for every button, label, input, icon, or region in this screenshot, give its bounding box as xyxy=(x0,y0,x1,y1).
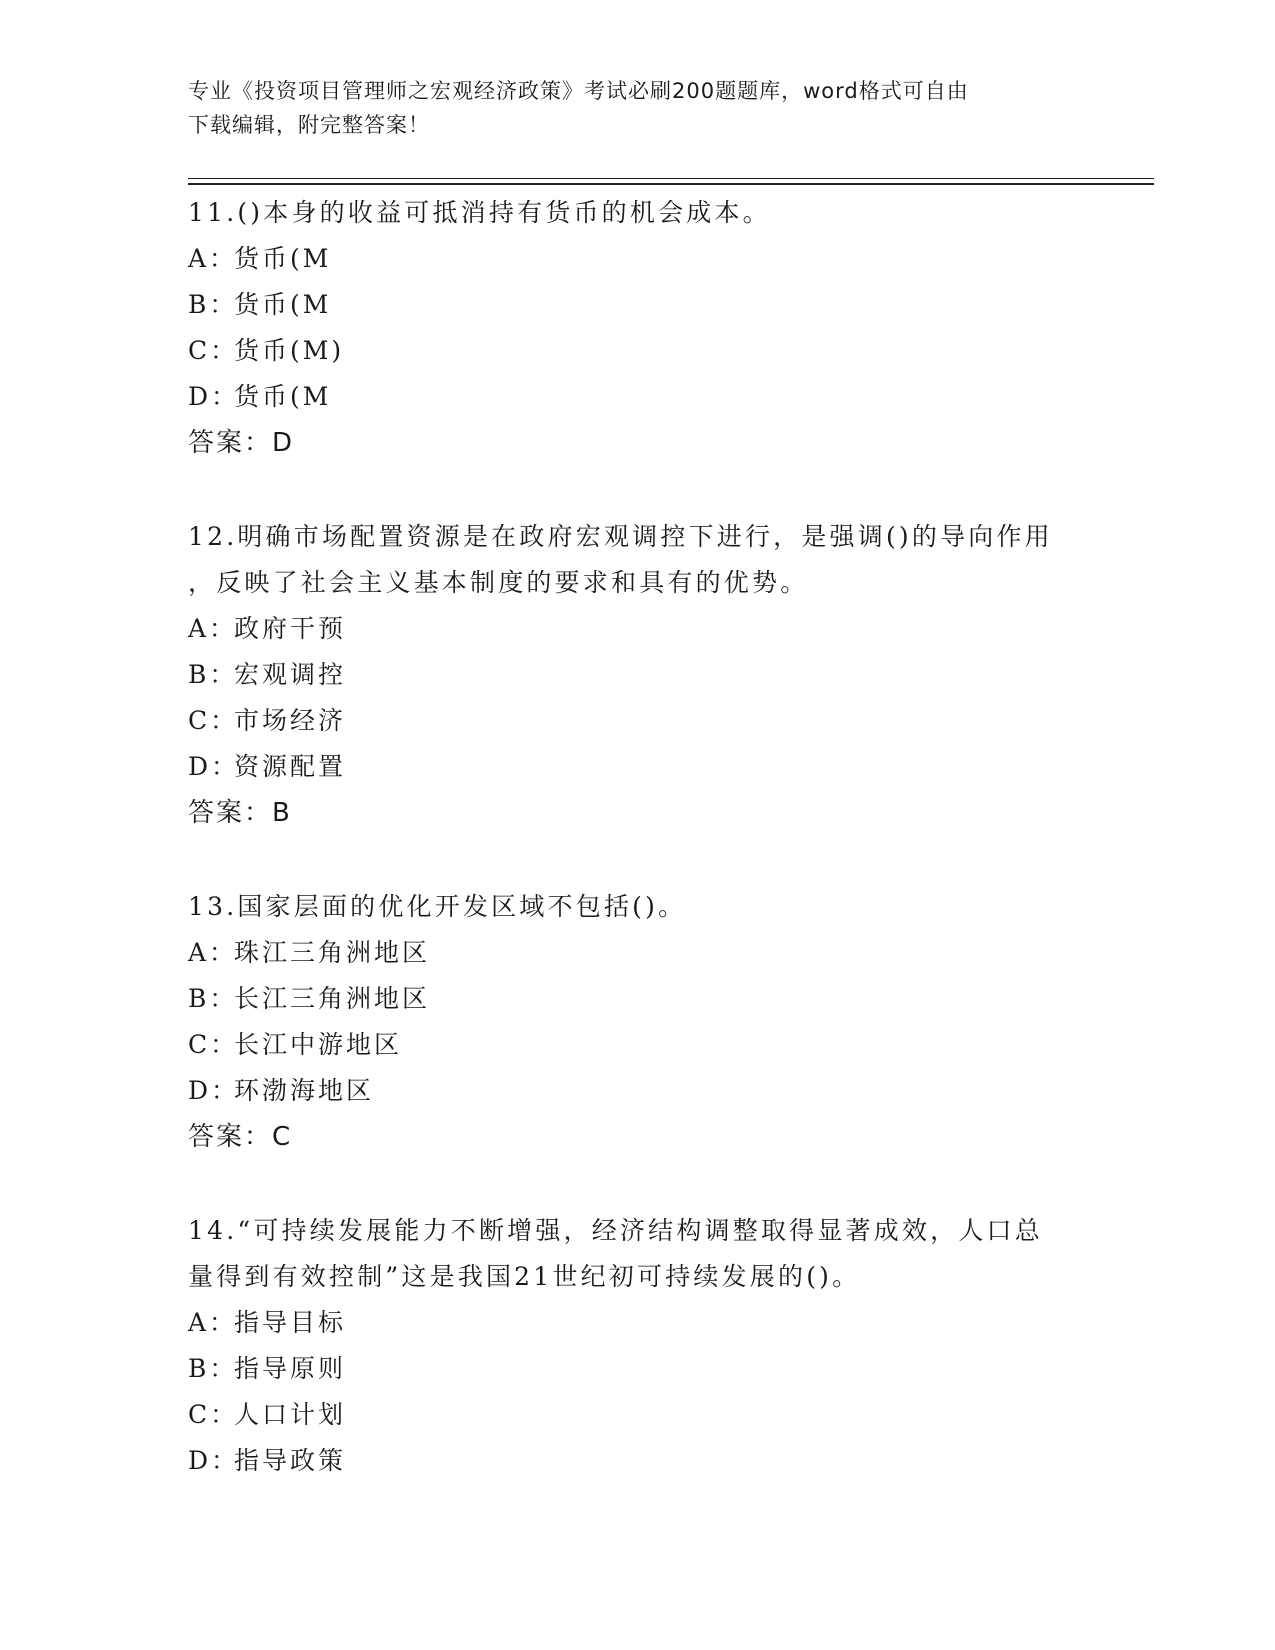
option-text: 人口计划 xyxy=(234,1400,347,1429)
question-block xyxy=(188,1208,1088,1484)
answer-option xyxy=(188,744,1088,790)
option-letter: D： xyxy=(188,1076,240,1105)
header-divider-thick xyxy=(188,183,1154,185)
answer-key: 答案：B xyxy=(188,798,292,828)
option-text: 货币(M xyxy=(234,382,332,411)
question-block xyxy=(188,190,1088,466)
option-letter: A： xyxy=(188,614,238,643)
option-letter: C： xyxy=(188,1030,239,1059)
answer-option xyxy=(188,698,1088,744)
option-letter: A： xyxy=(188,1308,238,1337)
option-letter: D： xyxy=(188,752,240,781)
question-block xyxy=(188,514,1088,836)
option-letter: A： xyxy=(188,244,238,273)
answer-option xyxy=(188,282,1088,328)
answer-option xyxy=(188,976,1088,1022)
option-text: 指导原则 xyxy=(234,1354,347,1383)
answer-option xyxy=(188,1346,1088,1392)
answer-option xyxy=(188,1068,1088,1114)
option-text: 指导政策 xyxy=(234,1446,347,1475)
question-stem-line: ，反映了社会主义基本制度的要求和具有的优势。 xyxy=(188,568,809,597)
option-letter: C： xyxy=(188,336,239,365)
question-stem-line: 11.()本身的收益可抵消持有货币的机会成本。 xyxy=(188,198,771,227)
option-text: 宏观调控 xyxy=(234,660,347,689)
answer-option xyxy=(188,1392,1088,1438)
question-list xyxy=(188,190,1088,1532)
question-stem xyxy=(188,514,1088,606)
answer-option xyxy=(188,652,1088,698)
answer-option xyxy=(188,930,1088,976)
option-text: 政府干预 xyxy=(234,614,347,643)
option-text: 市场经济 xyxy=(234,706,347,735)
answer-option xyxy=(188,328,1088,374)
option-text: 资源配置 xyxy=(234,752,347,781)
option-text: 货币(M xyxy=(234,244,332,273)
answer-option xyxy=(188,236,1088,282)
option-letter: B： xyxy=(188,1354,238,1383)
option-letter: C： xyxy=(188,706,239,735)
option-text: 珠江三角洲地区 xyxy=(234,938,431,967)
question-stem-line: 量得到有效控制”这是我国21世纪初可持续发展的()。 xyxy=(188,1262,861,1291)
option-text: 长江中游地区 xyxy=(234,1030,403,1059)
answer-option xyxy=(188,606,1088,652)
option-letter: C： xyxy=(188,1400,239,1429)
answer-option xyxy=(188,374,1088,420)
answer-option xyxy=(188,1300,1088,1346)
document-header xyxy=(188,74,1068,142)
option-letter: B： xyxy=(188,984,238,1013)
question-stem xyxy=(188,190,1088,236)
option-letter: D： xyxy=(188,382,240,411)
option-text: 货币(M) xyxy=(234,336,345,365)
option-text: 货币(M xyxy=(234,290,332,319)
question-stem xyxy=(188,1208,1088,1300)
option-text: 环渤海地区 xyxy=(234,1076,375,1105)
answer-option xyxy=(188,1022,1088,1068)
answer-option xyxy=(188,1438,1088,1484)
header-line-2: 下载编辑，附完整答案！ xyxy=(188,113,430,137)
header-line-1: 专业《投资项目管理师之宏观经济政策》考试必刷200题题库，word格式可自由 xyxy=(188,79,969,103)
answer-key: 答案：D xyxy=(188,428,295,458)
question-block xyxy=(188,884,1088,1160)
option-letter: A： xyxy=(188,938,238,967)
option-letter: B： xyxy=(188,660,238,689)
option-text: 指导目标 xyxy=(234,1308,347,1337)
question-stem xyxy=(188,884,1088,930)
question-stem-line: 12.明确市场配置资源是在政府宏观调控下进行，是强调()的导向作用 xyxy=(188,522,1053,551)
question-stem-line: 14.“可持续发展能力不断增强，经济结构调整取得显著成效，人口总 xyxy=(188,1216,1043,1245)
header-divider-thin xyxy=(188,178,1154,179)
option-text: 长江三角洲地区 xyxy=(234,984,431,1013)
option-letter: D： xyxy=(188,1446,240,1475)
question-stem-line: 13.国家层面的优化开发区域不包括()。 xyxy=(188,892,687,921)
option-letter: B： xyxy=(188,290,238,319)
answer-key: 答案：C xyxy=(188,1122,293,1152)
